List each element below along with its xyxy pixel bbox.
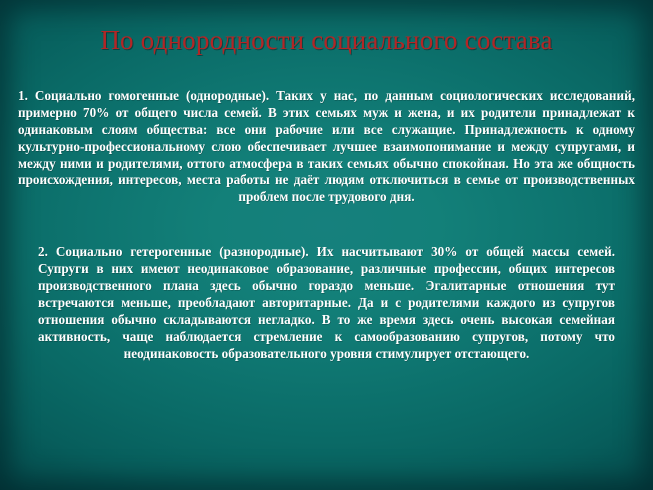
paragraph-1: 1. Социально гомогенные (однородные). Таких у нас, по данным социологических исследований, примерно 70% от общего числа семей. В этих семьях муж и жена, и их родители принадлежат к одинаковым слоям общества: все они рабочие или все служащие. Принадлежность к одному культурно-профессиональному слою обеспечивает лучшее взаимопонимание и между супругами, и между ними и родителями, оттого атмосфера в таких семьях обычно спокойная. Но эта же общность происхождения, интересов, места работы не даёт людям отключиться в семье от производственных проблем после трудового дня.: [18, 88, 635, 205]
slide-body: [16, 88, 637, 362]
paragraph-2: 2. Социально гетерогенные (разнородные). Их насчитывают 30% от общей массы семей. Супруги в них имеют неодинаковое образование, различные профессии, общих интересов производственного плана здесь обычно гораздо меньше. Эгалитарные отношения тут встречаются меньше, преобладают авторитарные. Да и с родителями каждого из супругов отношения обычно складываются негладко. В то же время здесь очень высокая семейная активность, чаще наблюдается стремление к самообразованию супругов, потому что неодинаковость образовательного уровня стимулирует отстающего.: [38, 244, 615, 361]
slide-title: [0, 26, 653, 56]
slide-title-text: По однородности социального состава: [100, 25, 553, 55]
